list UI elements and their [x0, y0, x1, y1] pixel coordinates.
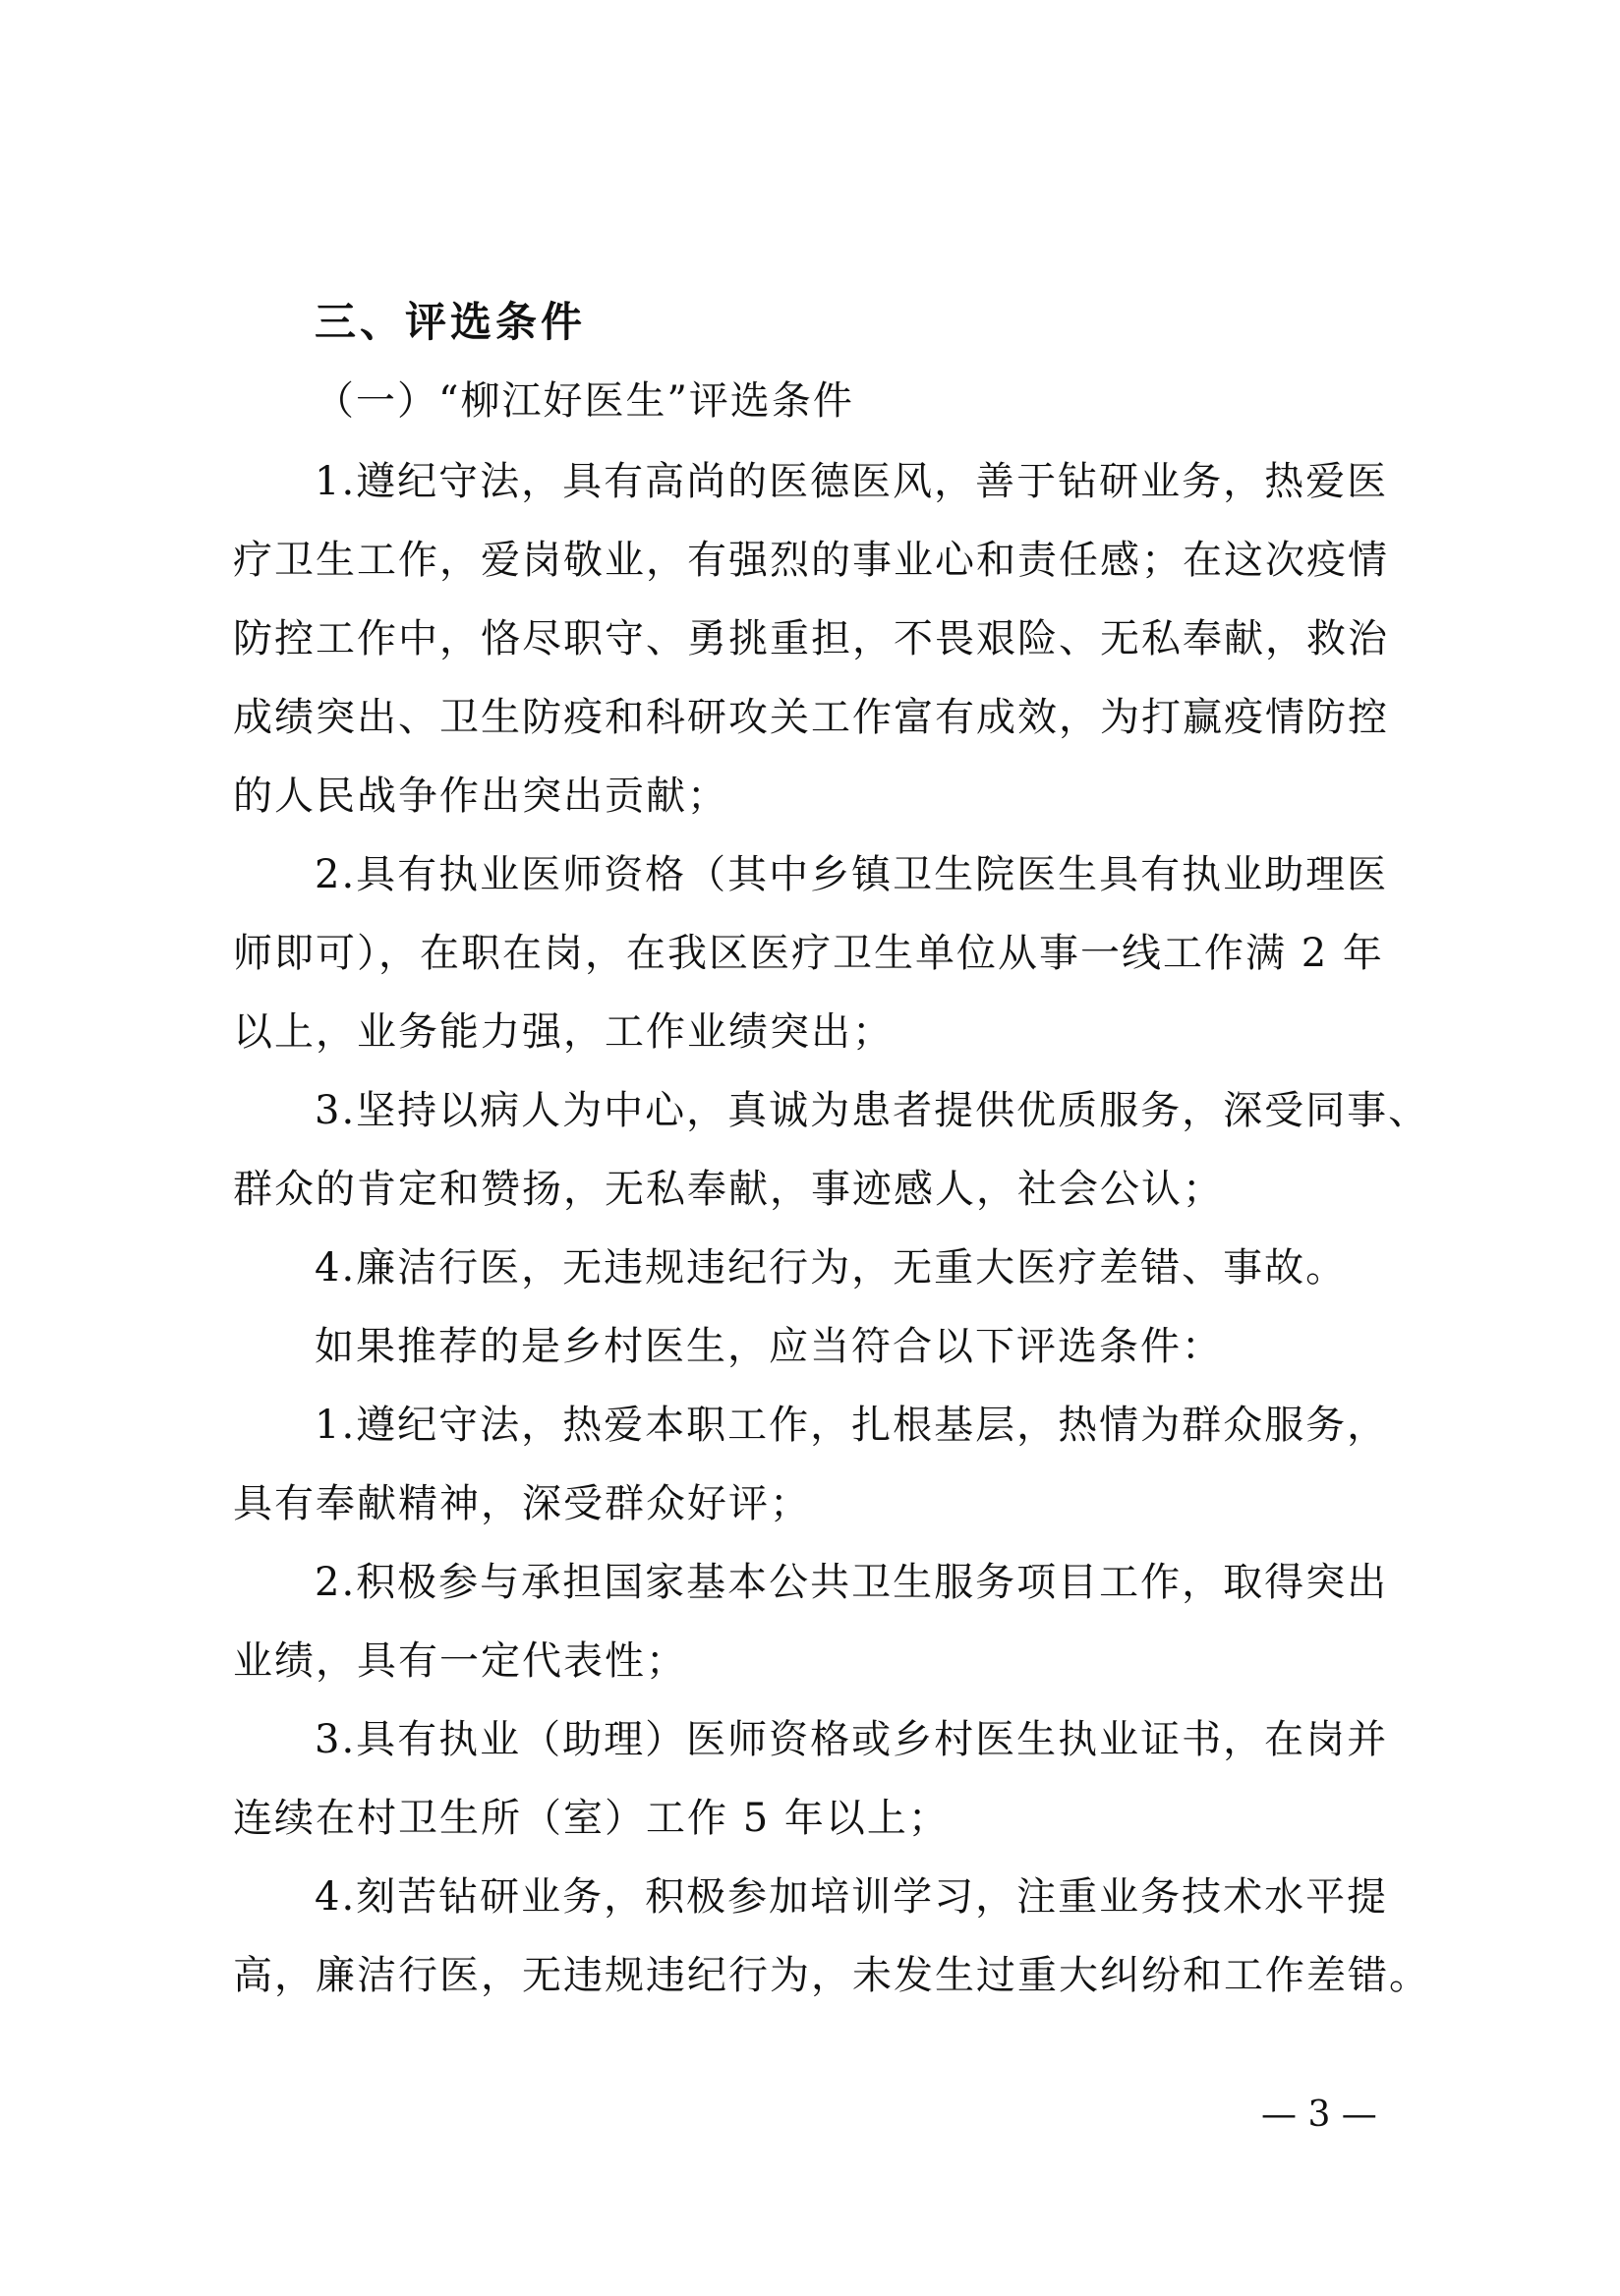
paragraph-line: 的人民战争作出突出贡献；: [233, 774, 728, 819]
section-heading: 三、评选条件: [315, 298, 587, 346]
paragraph-line: 4.刻苦钻研业务，积极参加培训学习，注重业务技术水平提: [315, 1874, 1389, 1920]
paragraph-line: 如果推荐的是乡村医生，应当符合以下评选条件：: [315, 1324, 1223, 1369]
paragraph-line: 2.积极参与承担国家基本公共卫生服务项目工作，取得突出: [315, 1560, 1389, 1605]
paragraph-line: 高，廉洁行医，无违规违纪行为，未发生过重大纠纷和工作差错。: [233, 1953, 1430, 1998]
paragraph-line: 防控工作中，恪尽职守、勇挑重担，不畏艰险、无私奉献，救治: [233, 616, 1389, 661]
paragraph-line: 4.廉洁行医，无违规违纪行为，无重大医疗差错、事故。: [315, 1245, 1348, 1291]
paragraph-line: 以上，业务能力强，工作业绩突出；: [233, 1009, 894, 1055]
paragraph-line: 1.遵纪守法，具有高尚的医德医风，善于钻研业务，热爱医: [315, 459, 1389, 504]
paragraph-line: 1.遵纪守法，热爱本职工作，扎根基层，热情为群众服务，: [315, 1403, 1389, 1448]
subheading: （一）“柳江好医生”评选条件: [315, 378, 854, 424]
paragraph-line: 连续在村卫生所（室）工作 5 年以上；: [233, 1796, 950, 1841]
paragraph-line: 群众的肯定和赞扬，无私奉献，事迹感人，社会公认；: [233, 1167, 1224, 1212]
paragraph-line: 3.坚持以病人为中心，真诚为患者提供优质服务，深受同事、: [315, 1088, 1430, 1133]
page-number: — 3 —: [1261, 2095, 1377, 2135]
paragraph-line: 师即可），在职在岗，在我区医疗卫生单位从事一线工作满 2 年: [233, 931, 1384, 976]
paragraph-line: 成绩突出、卫生防疫和科研攻关工作富有成效，为打赢疫情防控: [233, 695, 1389, 740]
paragraph-line: 疗卫生工作，爱岗敬业，有强烈的事业心和责任感；在这次疫情: [233, 538, 1389, 583]
paragraph-line: 2.具有执业医师资格（其中乡镇卫生院医生具有执业助理医: [315, 852, 1389, 897]
paragraph-line: 3.具有执业（助理）医师资格或乡村医生执业证书，在岗并: [315, 1717, 1389, 1762]
paragraph-line: 具有奉献精神，深受群众好评；: [233, 1481, 811, 1526]
paragraph-line: 业绩，具有一定代表性；: [233, 1638, 687, 1684]
